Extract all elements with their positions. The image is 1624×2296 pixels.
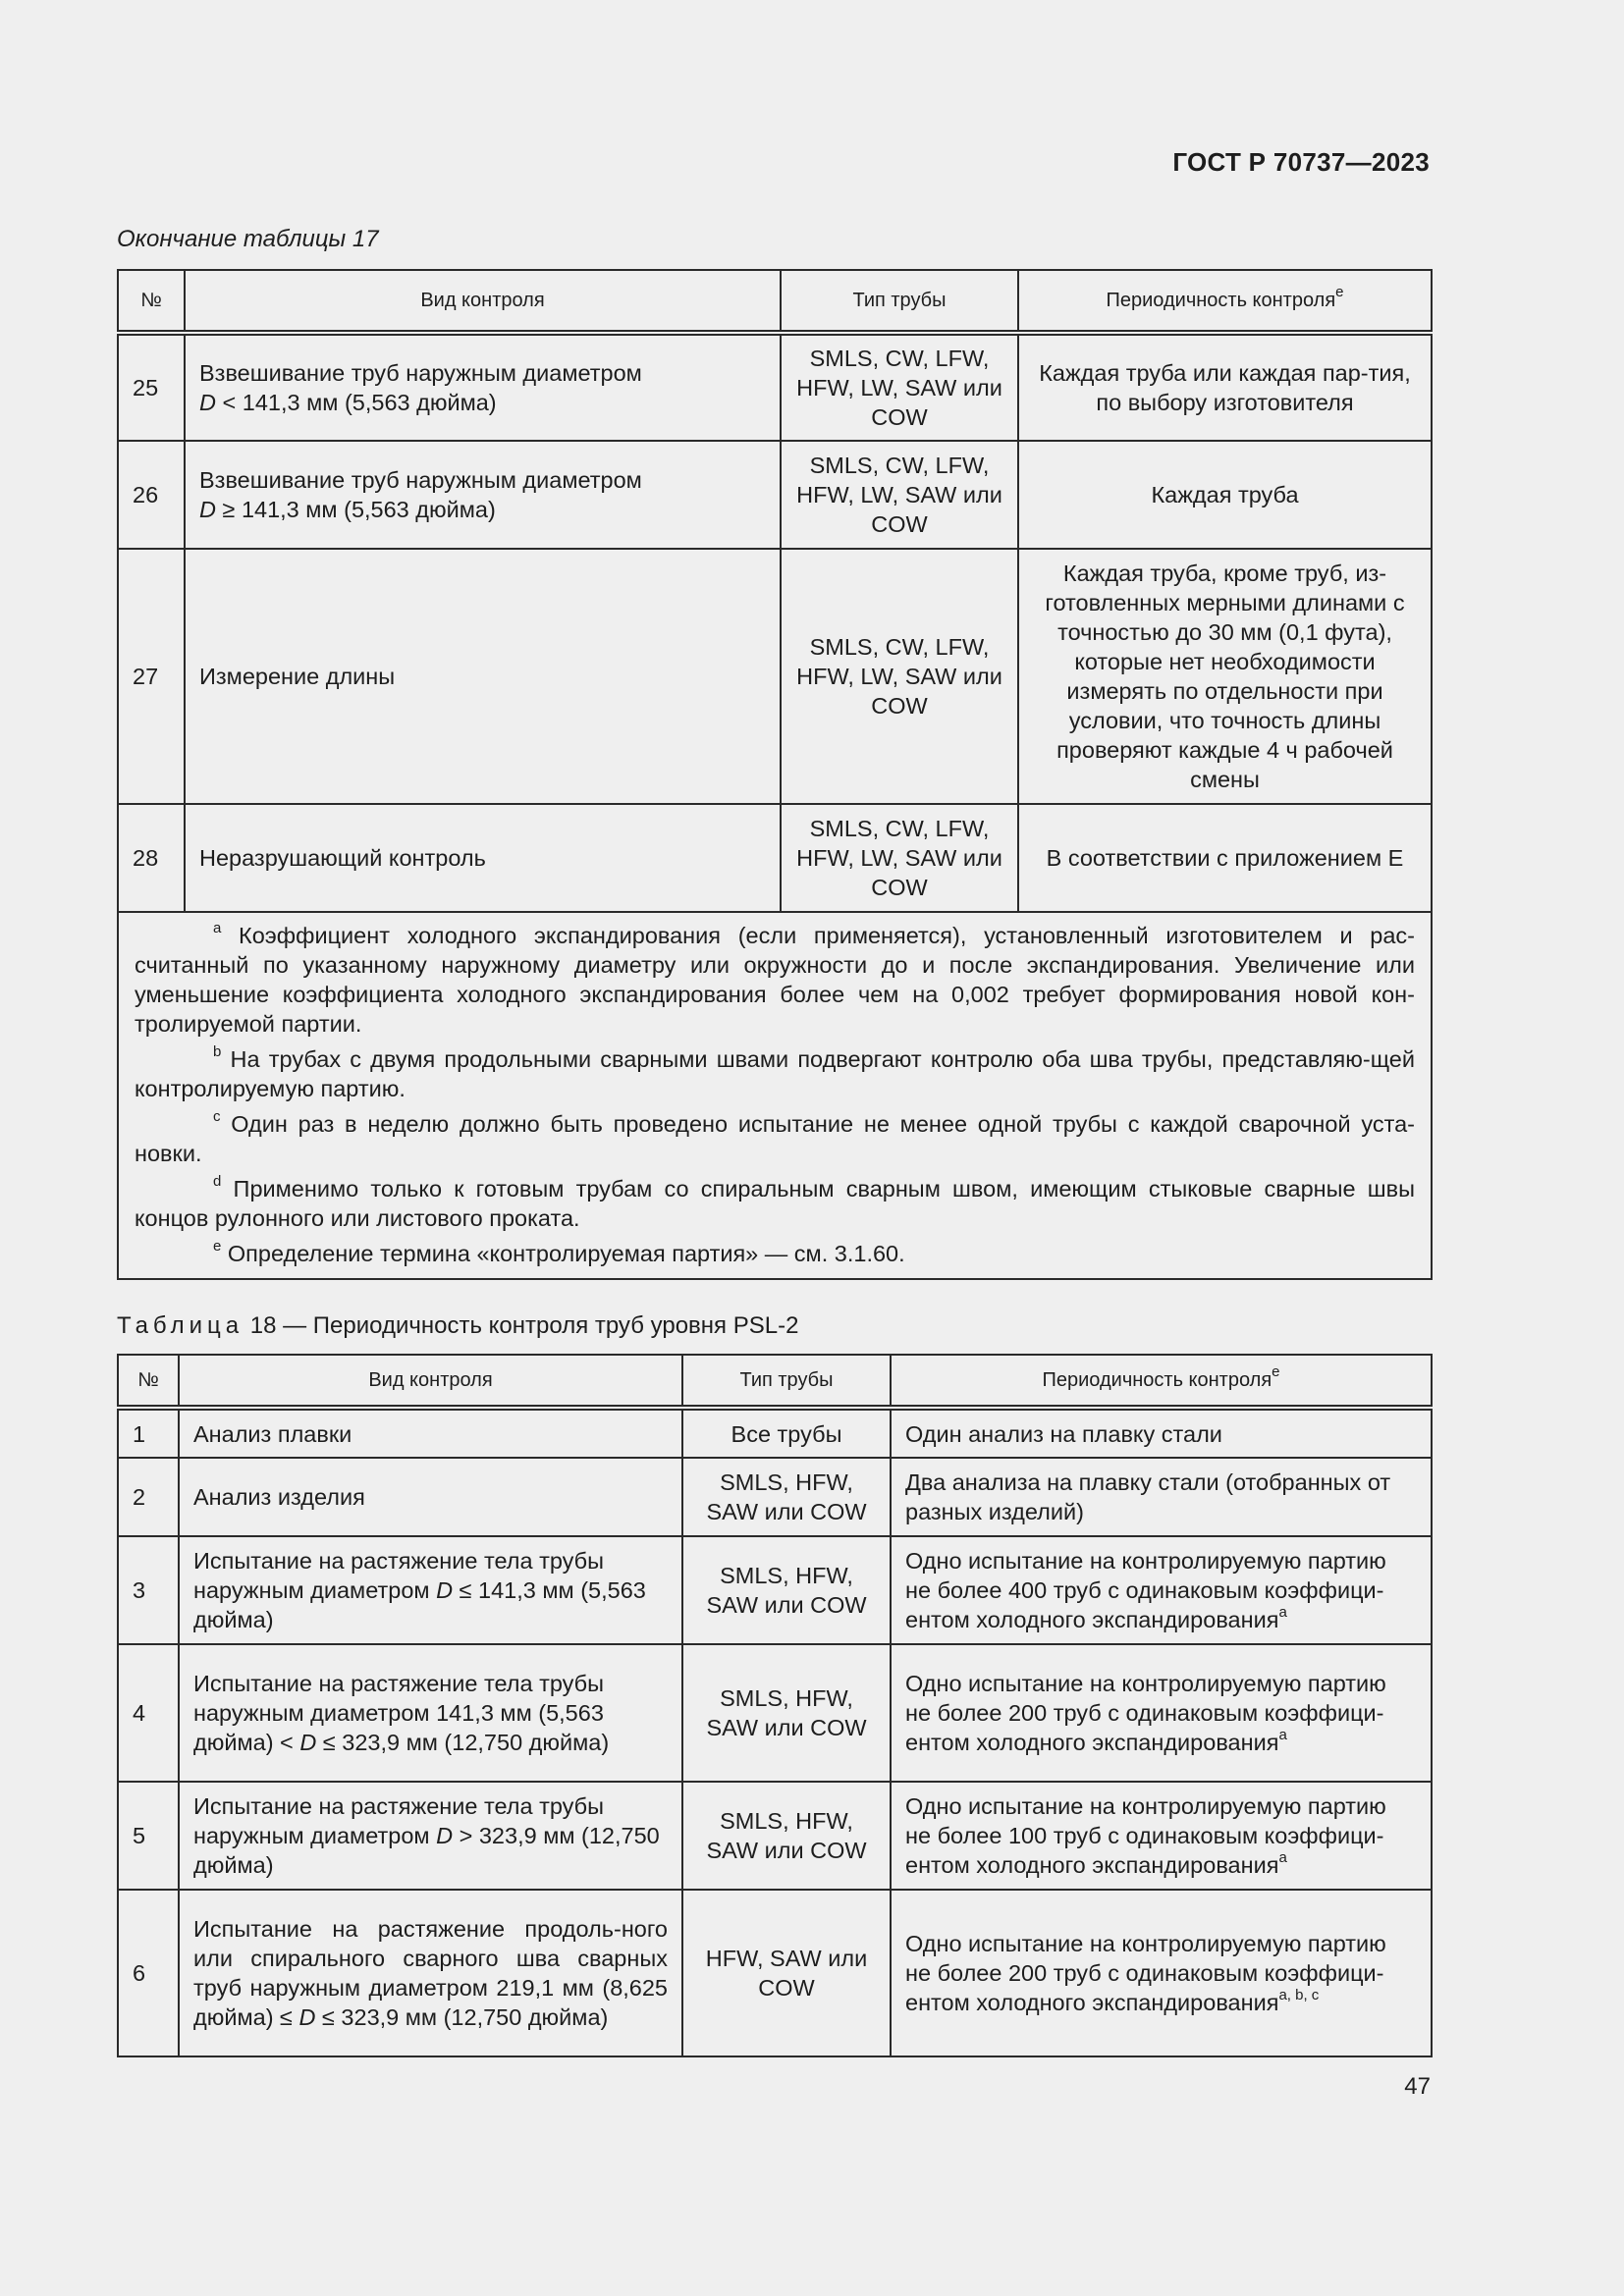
frequency-cell: Два анализа на плавку стали (отобранных от разных изделий): [891, 1458, 1432, 1536]
frequency-cell: Каждая труба: [1018, 441, 1432, 549]
frequency-cell: Одно испытание на контролируемую партию не более 100 труб с одинаковым коэффици-ентом холодного экспандирования$^a$: [891, 1782, 1432, 1890]
frequency-cell: Один анализ на плавку стали: [891, 1408, 1432, 1458]
row-number: 27: [118, 549, 185, 804]
control-type-cell: Измерение длины: [185, 549, 781, 804]
table-row: [118, 1782, 1432, 1890]
pipe-type-cell: SMLS, HFW, SAW или COW: [682, 1644, 891, 1782]
table-row: [118, 333, 1432, 441]
col-header-num: №: [118, 270, 185, 333]
col-header-frequency: Периодичность контроля$^e$: [1018, 270, 1432, 333]
pipe-type-cell: SMLS, CW, LFW, HFW, LW, SAW или COW: [781, 549, 1018, 804]
pipe-type-cell: SMLS, CW, LFW, HFW, LW, SAW или COW: [781, 333, 1018, 441]
table17-caption: Окончание таблицы 17: [117, 226, 379, 252]
pipe-type-cell: SMLS, CW, LFW, HFW, LW, SAW или COW: [781, 441, 1018, 549]
control-type-cell: Взвешивание труб наружным диаметром D < 141,3 мм (5,563 дюйма): [185, 333, 781, 441]
table-18: [117, 1354, 1433, 2057]
frequency-cell: В соответствии с приложением Е: [1018, 804, 1432, 912]
control-type-cell: Неразрушающий контроль: [185, 804, 781, 912]
col-header-control-type: Вид контроля: [179, 1355, 682, 1408]
footnote-d: $^d$ Применимо только к готовым трубам со спиральным сварным швом, имеющим стыковые сварные швы концов рулонного или листового проката.: [135, 1173, 1416, 1231]
table17-notes-row: [118, 912, 1432, 1279]
row-number: 4: [118, 1644, 179, 1782]
row-number: 1: [118, 1408, 179, 1458]
table-row: [118, 549, 1432, 804]
pipe-type-cell: Все трубы: [682, 1408, 891, 1458]
pipe-type-cell: HFW, SAW или COW: [682, 1890, 891, 2056]
table-row: [118, 1644, 1432, 1782]
table-17: [117, 269, 1433, 1280]
pipe-type-cell: SMLS, HFW, SAW или COW: [682, 1536, 891, 1644]
pipe-type-cell: SMLS, HFW, SAW или COW: [682, 1782, 891, 1890]
footnote-c: $^c$ Один раз в неделю должно быть проведено испытание не менее одной трубы с каждой сварочной уста-новки.: [135, 1108, 1416, 1166]
footnote-b: $^b$ На трубах с двумя продольными сварными швами подвергают контролю оба шва трубы, представляю-щей контролируемую партию.: [135, 1043, 1416, 1101]
frequency-cell: Каждая труба, кроме труб, из-готовленных мерными длинами с точностью до 30 мм (0,1 фута), которые нет необходимости измерять по отдельности при условии, что точность длины проверяют каждые 4 ч рабочей смены: [1018, 549, 1432, 804]
col-header-num: №: [118, 1355, 179, 1408]
control-type-cell: Анализ изделия: [179, 1458, 682, 1536]
table-row: [118, 441, 1432, 549]
col-header-control-type: Вид контроля: [185, 270, 781, 333]
row-number: 5: [118, 1782, 179, 1890]
page-number: 47: [1404, 2073, 1431, 2100]
row-number: 28: [118, 804, 185, 912]
table17-header-row: [118, 270, 1432, 333]
table-row: [118, 1890, 1432, 2056]
row-number: 2: [118, 1458, 179, 1536]
col-header-frequency: Периодичность контроля$^e$: [891, 1355, 1432, 1408]
col-header-pipe-type: Тип трубы: [682, 1355, 891, 1408]
table18-header-row: [118, 1355, 1432, 1408]
control-type-cell: Взвешивание труб наружным диаметром D ≥ 141,3 мм (5,563 дюйма): [185, 441, 781, 549]
row-number: 3: [118, 1536, 179, 1644]
row-number: 26: [118, 441, 185, 549]
footnote-e: $^e$ Определение термина «контролируемая партия» — см. 3.1.60.: [213, 1238, 905, 1266]
pipe-type-cell: SMLS, CW, LFW, HFW, LW, SAW или COW: [781, 804, 1018, 912]
table-row: [118, 1408, 1432, 1458]
row-number: 25: [118, 333, 185, 441]
frequency-cell: Каждая труба или каждая пар-тия, по выбору изготовителя: [1018, 333, 1432, 441]
table-row: [118, 1536, 1432, 1644]
col-header-pipe-type: Тип трубы: [781, 270, 1018, 333]
control-type-cell: Испытание на растяжение тела трубы наружным диаметром D ≤ 141,3 мм (5,563 дюйма): [179, 1536, 682, 1644]
control-type-cell: Испытание на растяжение тела трубы наружным диаметром 141,3 мм (5,563 дюйма) < D ≤ 323,9 мм (12,750 дюйма): [179, 1644, 682, 1782]
table-row: [118, 1458, 1432, 1536]
frequency-cell: Одно испытание на контролируемую партию не более 200 труб с одинаковым коэффици-ентом холодного экспандирования$^a$: [891, 1644, 1432, 1782]
footnote-a: $^a$ Коэффициент холодного экспандирования (если применяется), установленный изготовителем и рас-считанный по указанному наружному диаметру или окружности до и после экспандирования. Увеличение или уменьшение коэффициента холодного экспандирования более чем на 0,002 требует формирования новой кон-тролируемой партии.: [135, 920, 1415, 1037]
table18-caption: Таблица 18 — Периодичность контроля труб уровня PSL-2: [117, 1312, 799, 1339]
table-row: [118, 804, 1432, 912]
control-type-cell: Испытание на растяжение тела трубы наружным диаметром D > 323,9 мм (12,750 дюйма): [179, 1782, 682, 1890]
document-code: ГОСТ Р 70737—2023: [1172, 147, 1430, 177]
control-type-cell: Анализ плавки: [179, 1408, 682, 1458]
pipe-type-cell: SMLS, HFW, SAW или COW: [682, 1458, 891, 1536]
control-type-cell: Испытание на растяжение продоль-ного или спирального сварного шва сварных труб наружным диаметром 219,1 мм (8,625 дюйма) ≤ D ≤ 323,9 мм (12,750 дюйма): [179, 1890, 682, 2056]
footnotes: [118, 912, 1432, 1279]
frequency-cell: Одно испытание на контролируемую партию не более 400 труб с одинаковым коэффици-ентом холодного экспандирования$^a$: [891, 1536, 1432, 1644]
frequency-cell: Одно испытание на контролируемую партию не более 200 труб с одинаковым коэффици-ентом холодного экспандирования$^{a, b, c}$: [891, 1890, 1432, 2056]
row-number: 6: [118, 1890, 179, 2056]
